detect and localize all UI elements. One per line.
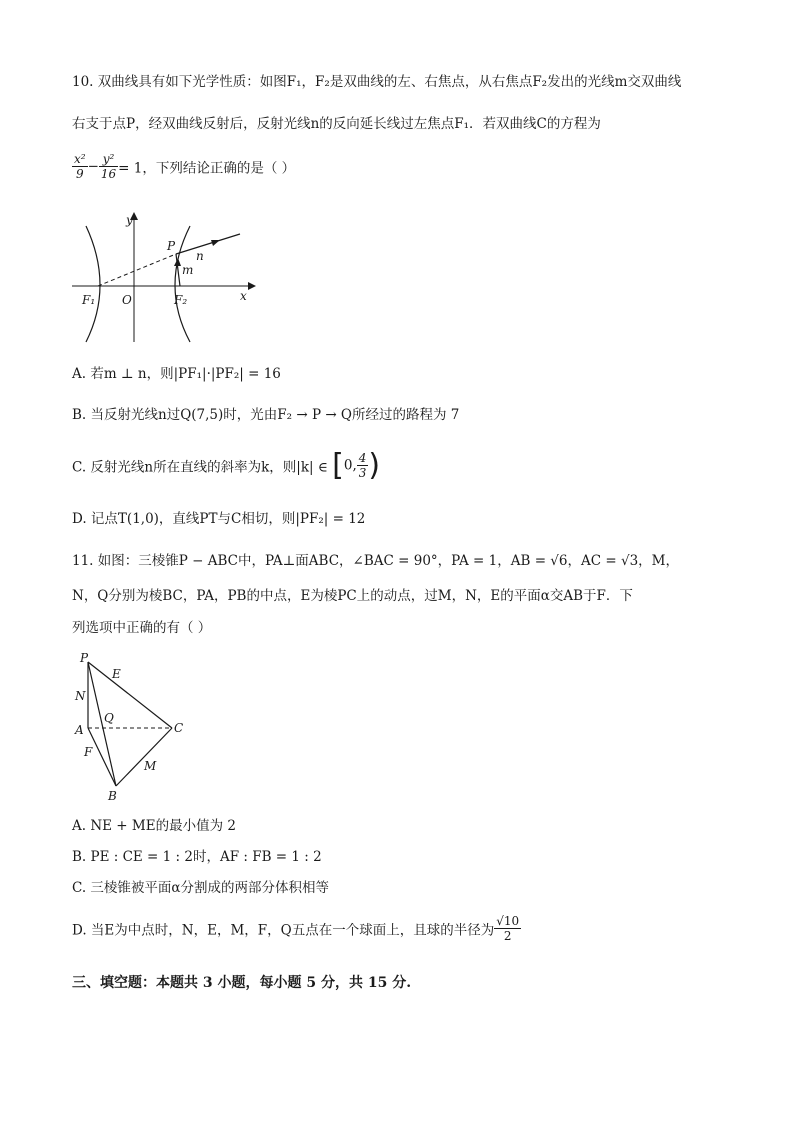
q11-option-b: B. PE : CE = 1 : 2时，AF : FB = 1 : 2	[72, 849, 322, 865]
label-F2: F₂	[174, 293, 188, 307]
q11-stem-line1: 11. 如图：三棱锥P − ABC中，PA⊥面ABC，∠BAC = 90°，PA = 1，AB = √6，AC = √3，M，	[72, 553, 679, 569]
q10-option-c: C. 反射光线n所在直线的斜率为k，则|k| ∈ [0, $\frac{4}{3}$ )	[72, 448, 381, 483]
label-A: A	[75, 723, 84, 737]
q11-stem-line2: N，Q分别为棱BC，PA，PB的中点，E为棱PC上的动点，过M，N，E的平面α交AB于F．下	[72, 588, 633, 604]
label-m: m	[182, 263, 194, 277]
label-P: P	[167, 239, 176, 253]
reflection-extension-dashed	[98, 254, 176, 286]
label-O: O	[122, 293, 132, 307]
edge-BC	[116, 728, 172, 786]
q11-option-d: D. 当E为中点时，N，E，M，F，Q五点在一个球面上，且球的半径为 $\frac{√10}{2}$	[72, 914, 520, 943]
q11-stem-line3: 列选项中正确的有（ ）	[72, 620, 212, 636]
label-N: N	[75, 689, 86, 703]
fraction-y2-over-16: $\frac{\text{y²}}{16}$	[100, 152, 117, 181]
q11-option-c: C. 三棱锥被平面α分割成的两部分体积相等	[72, 880, 330, 896]
fraction-x2-over-9: $\frac{\text{x²}}{9}$	[74, 152, 86, 181]
q11-option-a: A. NE + ME的最小值为 2	[72, 818, 236, 834]
label-E: E	[112, 667, 121, 681]
label-C: C	[174, 721, 184, 735]
label-P: P	[80, 651, 89, 665]
label-F: F	[84, 745, 93, 759]
q10-stem-line2: 右支于点P，经双曲线反射后，反射光线n的反向延长线过左焦点F₁．若双曲线C的方程为	[72, 116, 601, 132]
hyperbola-left-branch	[86, 226, 100, 342]
section-3-heading: 三、填空题：本题共 3 小题，每小题 5 分，共 15 分.	[72, 975, 412, 991]
label-M: M	[144, 759, 157, 773]
fraction-4-over-3: $\frac{4}{3}$	[358, 451, 367, 480]
label-x: x	[240, 289, 247, 303]
q10-option-b: B. 当反射光线n过Q(7,5)时，光由F₂ → P → Q所经过的路程为 7	[72, 407, 460, 423]
fraction-sqrt10-over-2: $\frac{√10}{2}$	[496, 914, 520, 943]
ray-m-arrow	[174, 258, 181, 266]
q10-equation: $\frac{\text{x²}}{9}$ − $\frac{\text{y²}}{16}$ = 1，下列结论正确的是（ ）	[74, 152, 296, 181]
q10-stem-line1: 10. 双曲线具有如下光学性质：如图F₁，F₂是双曲线的左、右焦点，从右焦点F₂发出的光线m交双曲线	[72, 74, 682, 90]
x-axis-arrow	[248, 282, 256, 290]
q10-option-a: A. 若m ⊥ n，则|PF₁|·|PF₂| = 16	[72, 366, 281, 382]
ray-n-arrow	[211, 240, 220, 246]
hyperbola-figure	[72, 208, 262, 343]
tetrahedron-figure	[72, 648, 202, 808]
label-B: B	[108, 789, 117, 803]
hyperbola-right-branch	[175, 226, 190, 342]
label-Q: Q	[104, 711, 114, 725]
label-F1: F₁	[82, 293, 96, 307]
label-y: y	[126, 213, 133, 227]
q10-option-d: D. 记点T(1,0)，直线PT与C相切，则|PF₂| = 12	[72, 511, 366, 527]
label-n: n	[196, 249, 204, 263]
